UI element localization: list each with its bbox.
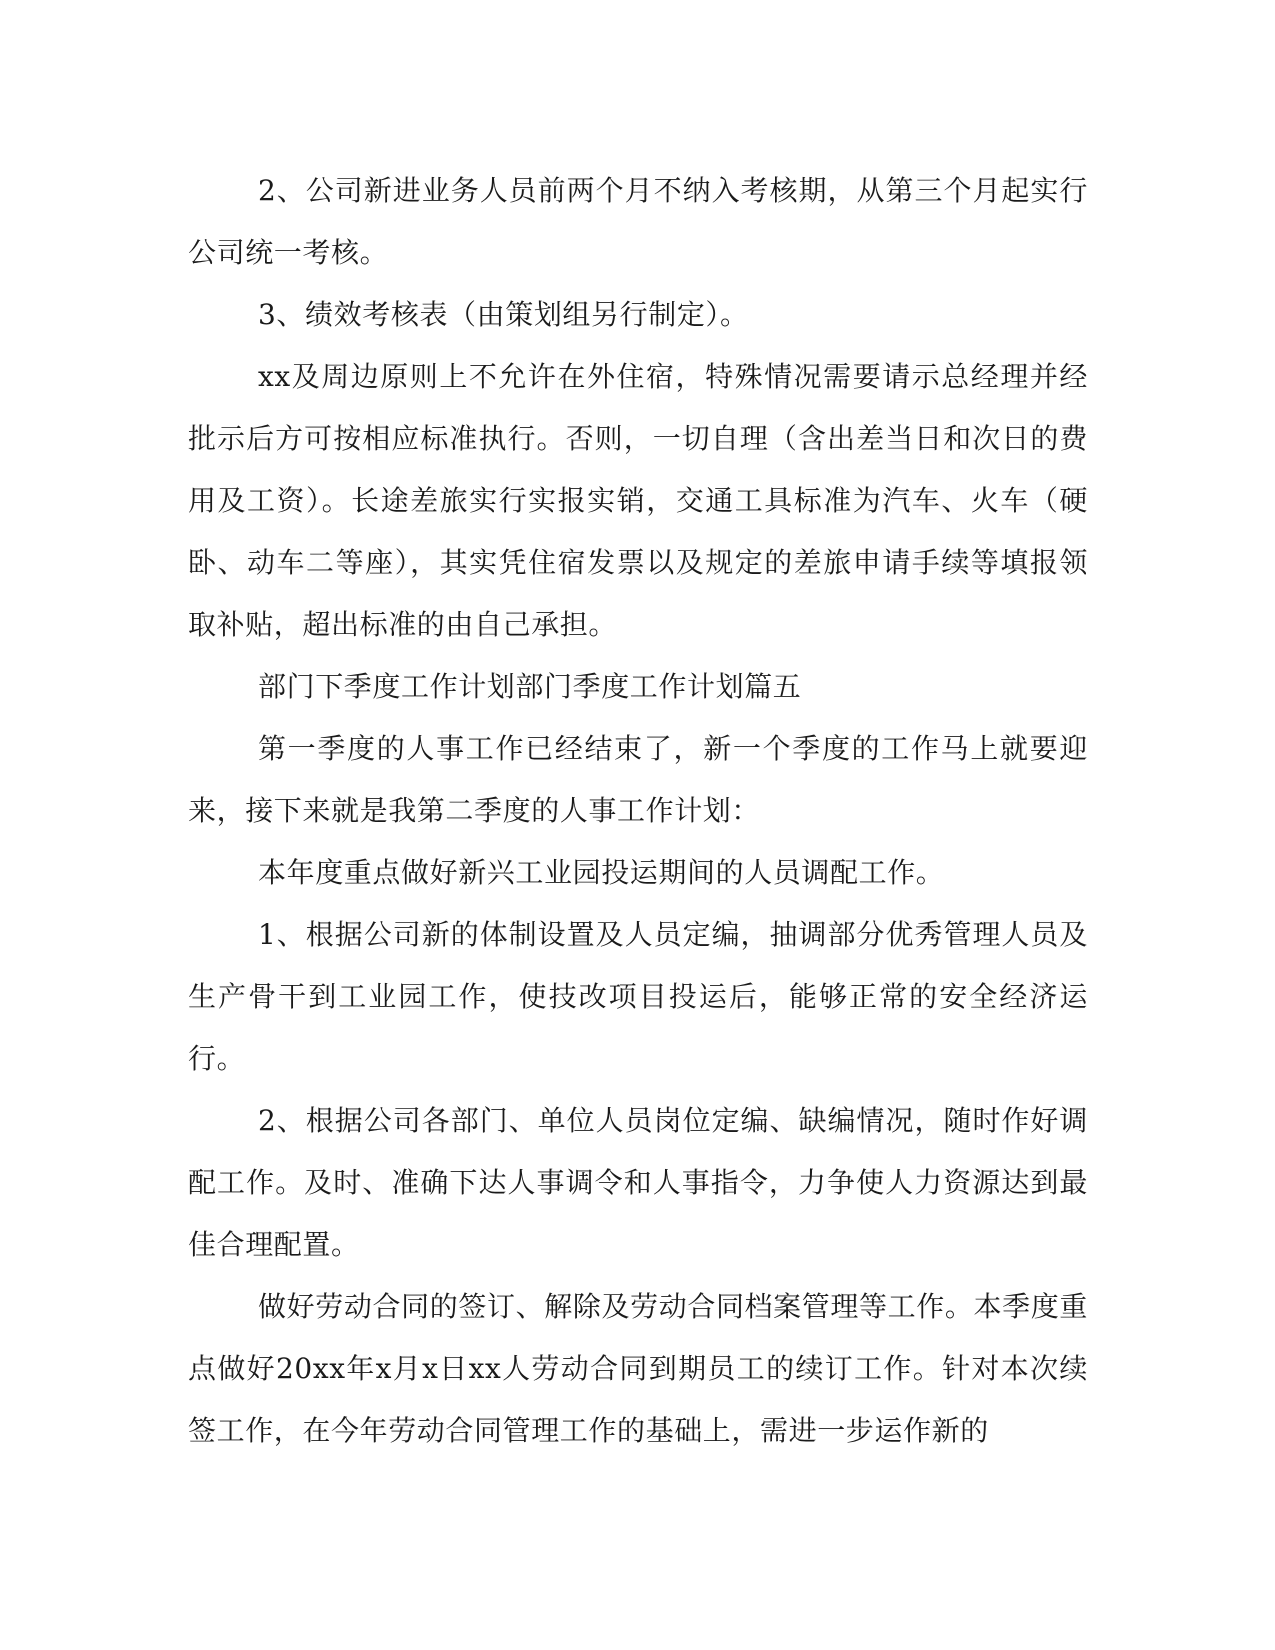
paragraph-performance-form: 3、绩效考核表（由策划组另行制定）。: [258, 298, 749, 331]
paragraph-intro: 第一季度的人事工作已经结束了，新一个季度的工作马上就要迎来，接下来就是我第二季度的人事工作计划：: [188, 732, 1088, 827]
paragraph-travel-policy: xx及周边原则上不允许在外住宿，特殊情况需要请示总经理并经批示后方可按相应标准执行。否则，一切自理（含出差当日和次日的费用及工资）。长途差旅实行实报实销，交通工具标准为汽车、火车（硬卧、动车二等座），其实凭住宿发票以及规定的差旅申请手续等填报领取补贴，超出标准的由自己承担。: [188, 360, 1088, 641]
paragraph-labor-contracts: 做好劳动合同的签订、解除及劳动合同档案管理等工作。本季度重点做好20xx年x月x日xx人劳动合同到期员工的续订工作。针对本次续签工作，在今年劳动合同管理工作的基础上，需进一步运作新的: [188, 1290, 1088, 1447]
paragraph-item-1: 1、根据公司新的体制设置及人员定编，抽调部分优秀管理人员及生产骨干到工业园工作，使技改项目投运后，能够正常的安全经济运行。: [188, 918, 1088, 1075]
paragraph-item-2: 2、根据公司各部门、单位人员岗位定编、缺编情况，随时作好调配工作。及时、准确下达人事调令和人事指令，力争使人力资源达到最佳合理配置。: [188, 1104, 1088, 1261]
paragraph-annual-focus: 本年度重点做好新兴工业园投运期间的人员调配工作。: [258, 856, 945, 889]
section-heading: 部门下季度工作计划部门季度工作计划篇五: [258, 670, 802, 703]
document-body: [188, 160, 1088, 1462]
paragraph-assessment-period: 2、公司新进业务人员前两个月不纳入考核期，从第三个月起实行公司统一考核。: [188, 174, 1088, 269]
